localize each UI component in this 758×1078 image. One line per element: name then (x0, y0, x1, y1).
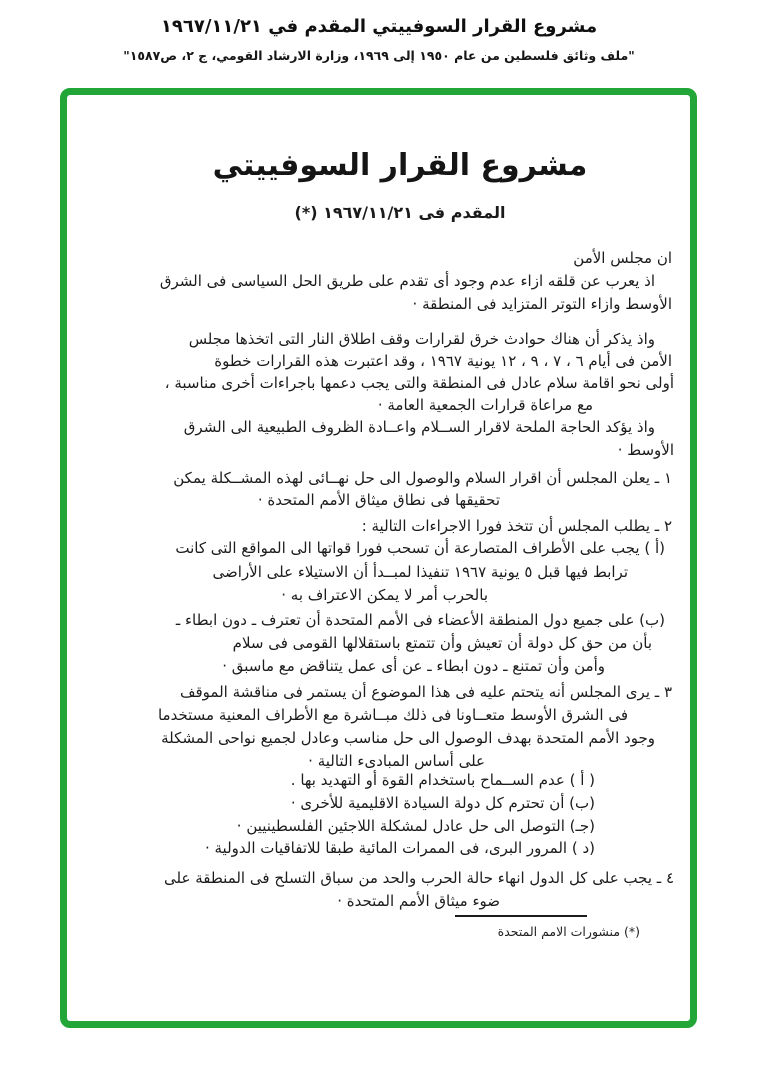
body-line-subitem-c: (جـ) التوصل الى حل عادل لمشكلة اللاجئين الفلسطينيين · (236, 817, 595, 835)
body-line-subitem-d: (د ) المرور البرى، فى الممرات المائية طبقا للاتفاقيات الدولية · (204, 839, 595, 857)
footnote: (*) منشورات الامم المتحدة (497, 924, 640, 939)
body-line-subitem-b: (ب) أن تحترم كل دولة السيادة الاقليمية للأخرى · (290, 794, 595, 812)
body-line: مع مراعاة قرارات الجمعية العامة · (377, 396, 593, 414)
body-line: وجود الأمم المتحدة بهدف الوصول الى حل مناسب وعادل لجميع نواحى المشكلة (161, 729, 655, 747)
body-line: بأن من حق كل دولة أن تعيش وأن تتمتع باستقلالها القومى فى سلام (232, 634, 652, 652)
body-line-numbered-4: ٤ ـ يجب على كل الدول انهاء حالة الحرب والحد من سباق التسلح فى المنطقة على (164, 869, 674, 887)
body-line: وأمن وأن تمتنع ـ دون ابطاء ـ عن أى عمل يتناقض مع ماسبق · (222, 657, 605, 675)
body-line: أولى نحو اقامة سلام عادل فى المنطقة والتى يجب دعمها باجراءات أخرى مناسبة ، (164, 374, 674, 392)
body-line: واذ يؤكد الحاجة الملحة لاقرار الســلام واعــادة الظروف الطبيعية الى الشرق (183, 418, 655, 436)
body-line: الأوسط وازاء التوتر المتزايد فى المنطقة · (412, 295, 672, 313)
body-line: فى الشرق الأوسط متعــاونا فى ذلك مبــاشرة مع الأطراف المعنية مستخدما (157, 706, 628, 724)
document-subtitle: المقدم فى ١٩٦٧/١١/٢١ (*) (294, 203, 506, 222)
body-line-item-a: (أ ) يجب على الأطراف المتصارعة أن تسحب فورا قواتها الى المواقع التى كانت (175, 539, 665, 557)
body-line: ان مجلس الأمن (573, 249, 672, 267)
body-line-numbered-2: ٢ ـ يطلب المجلس أن تتخذ فورا الاجراءات التالية : (361, 517, 672, 535)
body-line-numbered-1: ١ ـ يعلن المجلس أن اقرار السلام والوصول الى حل نهــائى لهذه المشــكلة يمكن (173, 469, 672, 487)
body-line: تحقيقها فى نطاق ميثاق الأمم المتحدة · (257, 491, 500, 509)
header-source-citation: "ملف وثائق فلسطين من عام ١٩٥٠ إلى ١٩٦٩، وزارة الارشاد القومي، ج ٢، ص١٥٨٧" (123, 48, 635, 63)
document-title: مشروع القرار السوفييتي (212, 148, 588, 183)
body-line: اذ يعرب عن قلقه ازاء عدم وجود أى تقدم على طريق الحل السياسى فى الشرق (159, 272, 655, 290)
body-line: الأوسط · (617, 441, 674, 459)
header-title: مشروع القرار السوفييتي المقدم في ١٩٦٧/١١/٢١ (160, 16, 598, 37)
body-line: ترابط فيها قبل ٥ يونية ١٩٦٧ تنفيذا لمبــدأ أن الاستيلاء على الأراضى (212, 563, 628, 581)
body-line: ضوء ميثاق الأمم المتحدة · (337, 892, 500, 910)
body-line: واذ يذكر أن هناك حوادث خرق لقرارات وقف اطلاق النار التى اتخذها مجلس (188, 330, 655, 348)
body-line: بالحرب أمر لا يمكن الاعتراف به · (281, 586, 488, 604)
footnote-divider (455, 915, 587, 917)
body-line-subitem-a: ( أ ) عدم الســماح باستخدام القوة أو التهديد بها . (290, 771, 595, 789)
body-line: الأمن فى أيام ٦ ، ٧ ، ٩ ، ١٢ يونية ١٩٦٧ ، وقد اعتبرت هذه القرارات خطوة (214, 352, 672, 370)
body-line: على أساس المبادىء التالية · (308, 752, 485, 770)
body-line-item-b: (ب) على جميع دول المنطقة الأعضاء فى الأمم المتحدة أن تعترف ـ دون ابطاء ـ (175, 611, 665, 629)
body-line-numbered-3: ٣ ـ يرى المجلس أنه يتحتم عليه فى هذا الموضوع أن يستمر فى مناقشة الموقف (179, 683, 672, 701)
